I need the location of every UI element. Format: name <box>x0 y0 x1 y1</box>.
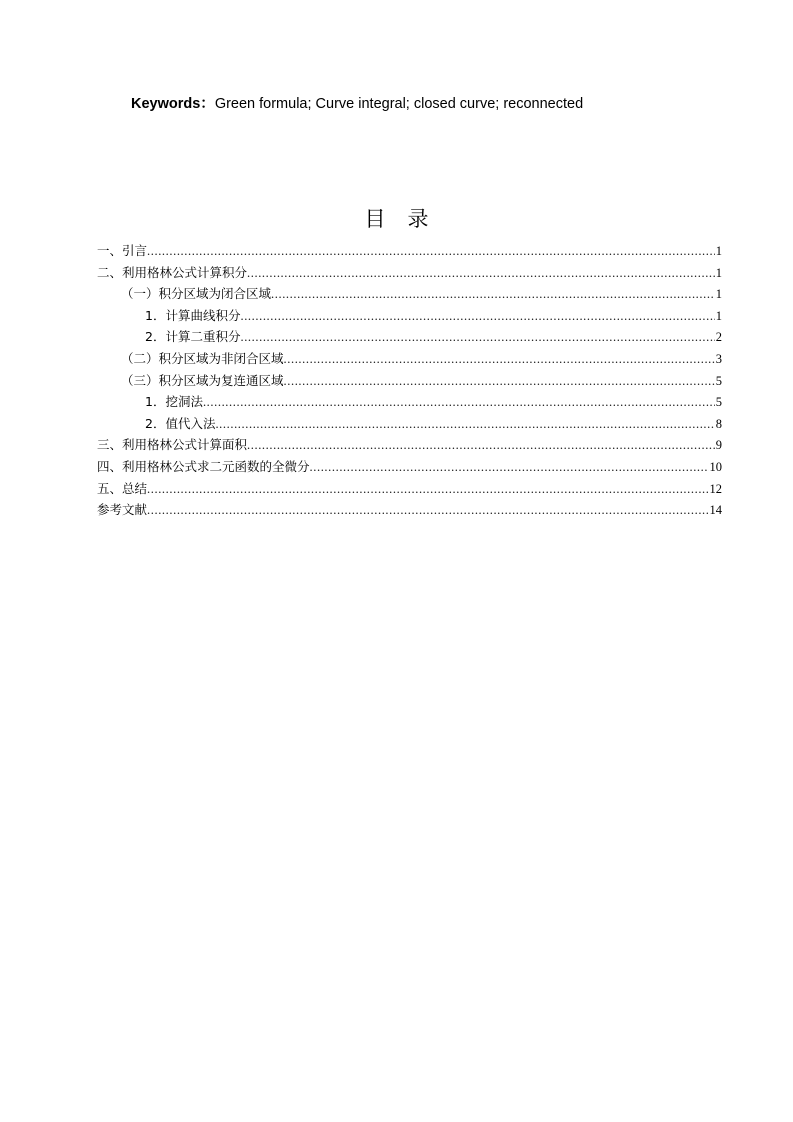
toc-leader-dots <box>215 414 714 435</box>
toc-entry[interactable] <box>97 413 722 435</box>
toc-leader-dots <box>284 371 715 392</box>
toc-leader-dots <box>147 479 708 500</box>
toc-entry-page-number: 5 <box>715 373 722 388</box>
toc-entry-label: 2．计算二重积分 <box>145 329 241 345</box>
toc-leader-dots <box>240 306 714 327</box>
toc-entry[interactable] <box>97 262 722 284</box>
keywords-label: Keywords： <box>131 96 215 112</box>
toc-entry[interactable] <box>97 391 722 413</box>
toc-entry-label: 一、引言 <box>97 243 148 258</box>
toc-leader-dots <box>284 349 715 370</box>
toc-entry-page-number: 1 <box>715 265 722 280</box>
toc-entry-label: 2．值代入法 <box>145 415 216 431</box>
toc-leader-dots <box>247 263 715 284</box>
toc-entry-label: 三、利用格林公式计算面积 <box>97 437 248 453</box>
toc-entry[interactable] <box>97 240 722 262</box>
toc-leader-dots <box>271 284 715 305</box>
toc-entry-label: （一）积分区域为闭合区域 <box>121 286 272 302</box>
toc-leader-dots <box>203 392 715 413</box>
toc-title-char-1: 目 <box>364 207 386 231</box>
toc-entry-page-number: 9 <box>715 438 722 453</box>
toc-entry-label: 四、利用格林公式求二元函数的全微分 <box>97 458 310 474</box>
keywords-text: Green formula; Curve integral; closed curve; reconnected <box>214 96 584 112</box>
toc-entry-page-number: 1 <box>715 287 722 302</box>
toc-entry[interactable] <box>97 326 722 348</box>
toc-entry[interactable] <box>97 478 722 500</box>
toc-entry[interactable] <box>97 283 722 305</box>
toc-entry-label: 1．计算曲线积分 <box>145 307 241 323</box>
toc-leader-dots <box>310 457 709 478</box>
toc-entry[interactable] <box>97 348 722 370</box>
toc-entry-page-number: 8 <box>715 416 722 431</box>
toc-entry-page-number: 1 <box>715 308 722 323</box>
toc-entry[interactable] <box>97 456 722 478</box>
toc-entry-label: 参考文献 <box>97 502 148 518</box>
toc-entry[interactable] <box>97 305 722 327</box>
toc-entry-page-number: 1 <box>715 244 722 258</box>
toc-entry-label: （二）积分区域为非闭合区域 <box>121 350 284 366</box>
toc-entry-page-number: 3 <box>715 351 722 366</box>
table-of-contents <box>97 240 722 521</box>
toc-title-char-2: 录 <box>407 207 429 231</box>
toc-entry[interactable] <box>97 370 722 392</box>
toc-entry-page-number: 12 <box>709 481 722 496</box>
toc-entry-page-number: 14 <box>709 503 722 518</box>
keywords-line <box>131 92 583 113</box>
toc-entry-label: 五、总结 <box>97 480 148 496</box>
toc-entry[interactable] <box>97 434 722 456</box>
toc-entry-label: （三）积分区域为复连通区域 <box>121 372 284 388</box>
toc-leader-dots <box>147 500 708 521</box>
toc-entry-page-number: 5 <box>715 395 722 410</box>
toc-leader-dots <box>247 435 715 456</box>
toc-entry[interactable] <box>97 499 722 521</box>
toc-entry-page-number: 2 <box>715 330 722 345</box>
toc-title <box>0 203 793 233</box>
toc-entry-label: 二、利用格林公式计算积分 <box>97 264 248 280</box>
toc-entry-page-number: 10 <box>709 459 722 474</box>
toc-entry-label: 1．挖洞法 <box>145 394 203 410</box>
toc-leader-dots <box>240 327 714 348</box>
toc-leader-dots <box>147 241 715 262</box>
